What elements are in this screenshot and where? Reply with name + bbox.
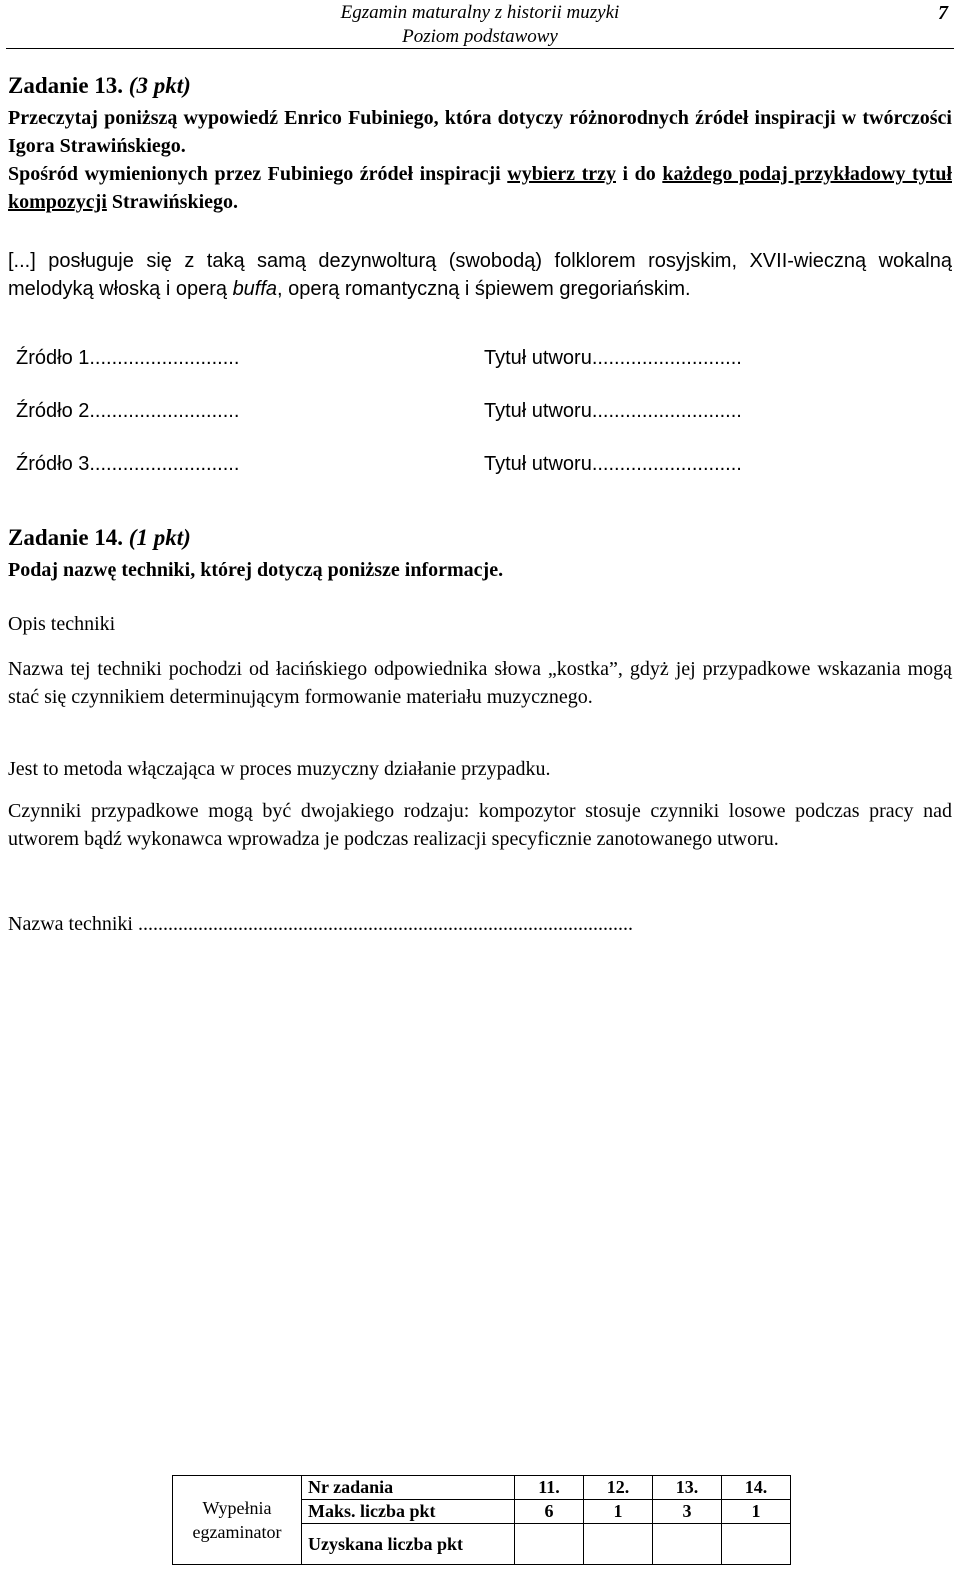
task13-number: Zadanie 13. [8, 73, 124, 98]
task13-heading [8, 72, 191, 100]
instr-part-e: Strawińskiego. [106, 191, 239, 213]
instr-part-a: Spośród wymienionych przez Fubiniego źródeł inspiracji [8, 163, 508, 185]
max-points-cell: 1 [584, 1500, 653, 1524]
score-row-task-numbers [173, 1476, 791, 1500]
technique-answer-field[interactable]: Nazwa techniki ................................................................................................... [8, 913, 633, 935]
label-obtained-points: Uzyskana liczba pkt [302, 1524, 515, 1565]
task-number-cell: 13. [653, 1476, 722, 1500]
exam-level: Poziom podstawowy [402, 26, 558, 47]
page-number: 7 [938, 2, 948, 24]
label-max-points: Maks. liczba pkt [302, 1500, 515, 1524]
technique-paragraph-2: Jest to metoda włączająca w proces muzyczny działanie przypadku. [8, 758, 551, 780]
source-2-field[interactable]: Źródło 2........................... [16, 400, 240, 422]
instr-part-c: i do [616, 163, 663, 185]
fubini-quote [8, 247, 952, 303]
title-3-field[interactable]: Tytuł utworu........................... [484, 453, 742, 475]
source-1-field[interactable]: Źródło 1........................... [16, 347, 240, 369]
header-divider [6, 48, 954, 49]
max-points-cell: 3 [653, 1500, 722, 1524]
technique-paragraph-1: Nazwa tej techniki pochodzi od łacińskiego odpowiednika słowa „kostka”, gdyż jej przypadkowe wskazania mogą stać się czynnikiem determinującym formowanie materiału muzycznego. [8, 658, 952, 708]
title-1-field[interactable]: Tytuł utworu........................... [484, 347, 742, 369]
obtained-points-input[interactable] [515, 1524, 584, 1565]
task13-points: (3 pkt) [128, 73, 191, 98]
obtained-points-input[interactable] [653, 1524, 722, 1565]
task14-number: Zadanie 14. [8, 525, 124, 550]
exam-title: Egzamin maturalny z historii muzyki [340, 2, 620, 23]
obtained-points-input[interactable] [584, 1524, 653, 1565]
instr-choose-three: wybierz trzy [507, 163, 616, 185]
quote-buffa: buffa [232, 278, 278, 300]
label-task-number: Nr zadania [302, 1476, 515, 1500]
quote-part-a: [...] posługuje się z taką samą dezynwolturą (swobodą) folklorem rosyjskim, XVII-wieczną wokalną melodyką włoską i operą [8, 250, 952, 300]
max-points-cell: 6 [515, 1500, 584, 1524]
technique-paragraph-3: Czynniki przypadkowe mogą być dwojakiego rodzaju: kompozytor stosuje czynniki losowe podczas pracy nad utworem bądź wykonawca wprowadza je podczas realizacji specyficznie zanotowanego utworu. [8, 800, 952, 850]
task-number-cell: 14. [722, 1476, 791, 1500]
task13-instruction-1: Przeczytaj poniższą wypowiedź Enrico Fubiniego, która dotyczy różnorodnych źródeł inspiracji w twórczości Igora Strawińskiego. [8, 107, 952, 157]
filled-by-examiner: Wypełnia egzaminator [173, 1476, 302, 1565]
score-table [172, 1475, 791, 1565]
task13-instruction-2 [8, 160, 952, 216]
obtained-points-input[interactable] [722, 1524, 791, 1565]
task-number-cell: 12. [584, 1476, 653, 1500]
task14-points: (1 pkt) [128, 525, 191, 550]
task14-instruction: Podaj nazwę techniki, której dotyczą poniższe informacje. [8, 559, 504, 581]
technique-description-label: Opis techniki [8, 613, 116, 635]
task-number-cell: 11. [515, 1476, 584, 1500]
task14-heading [8, 524, 191, 552]
quote-part-b: , operą romantyczną i śpiewem gregoriańskim. [277, 278, 691, 300]
max-points-cell: 1 [722, 1500, 791, 1524]
source-3-field[interactable]: Źródło 3........................... [16, 453, 240, 475]
instr-each-title: każdego podaj przykładowy tytuł kompozycji [8, 163, 952, 213]
title-2-field[interactable]: Tytuł utworu........................... [484, 400, 742, 422]
